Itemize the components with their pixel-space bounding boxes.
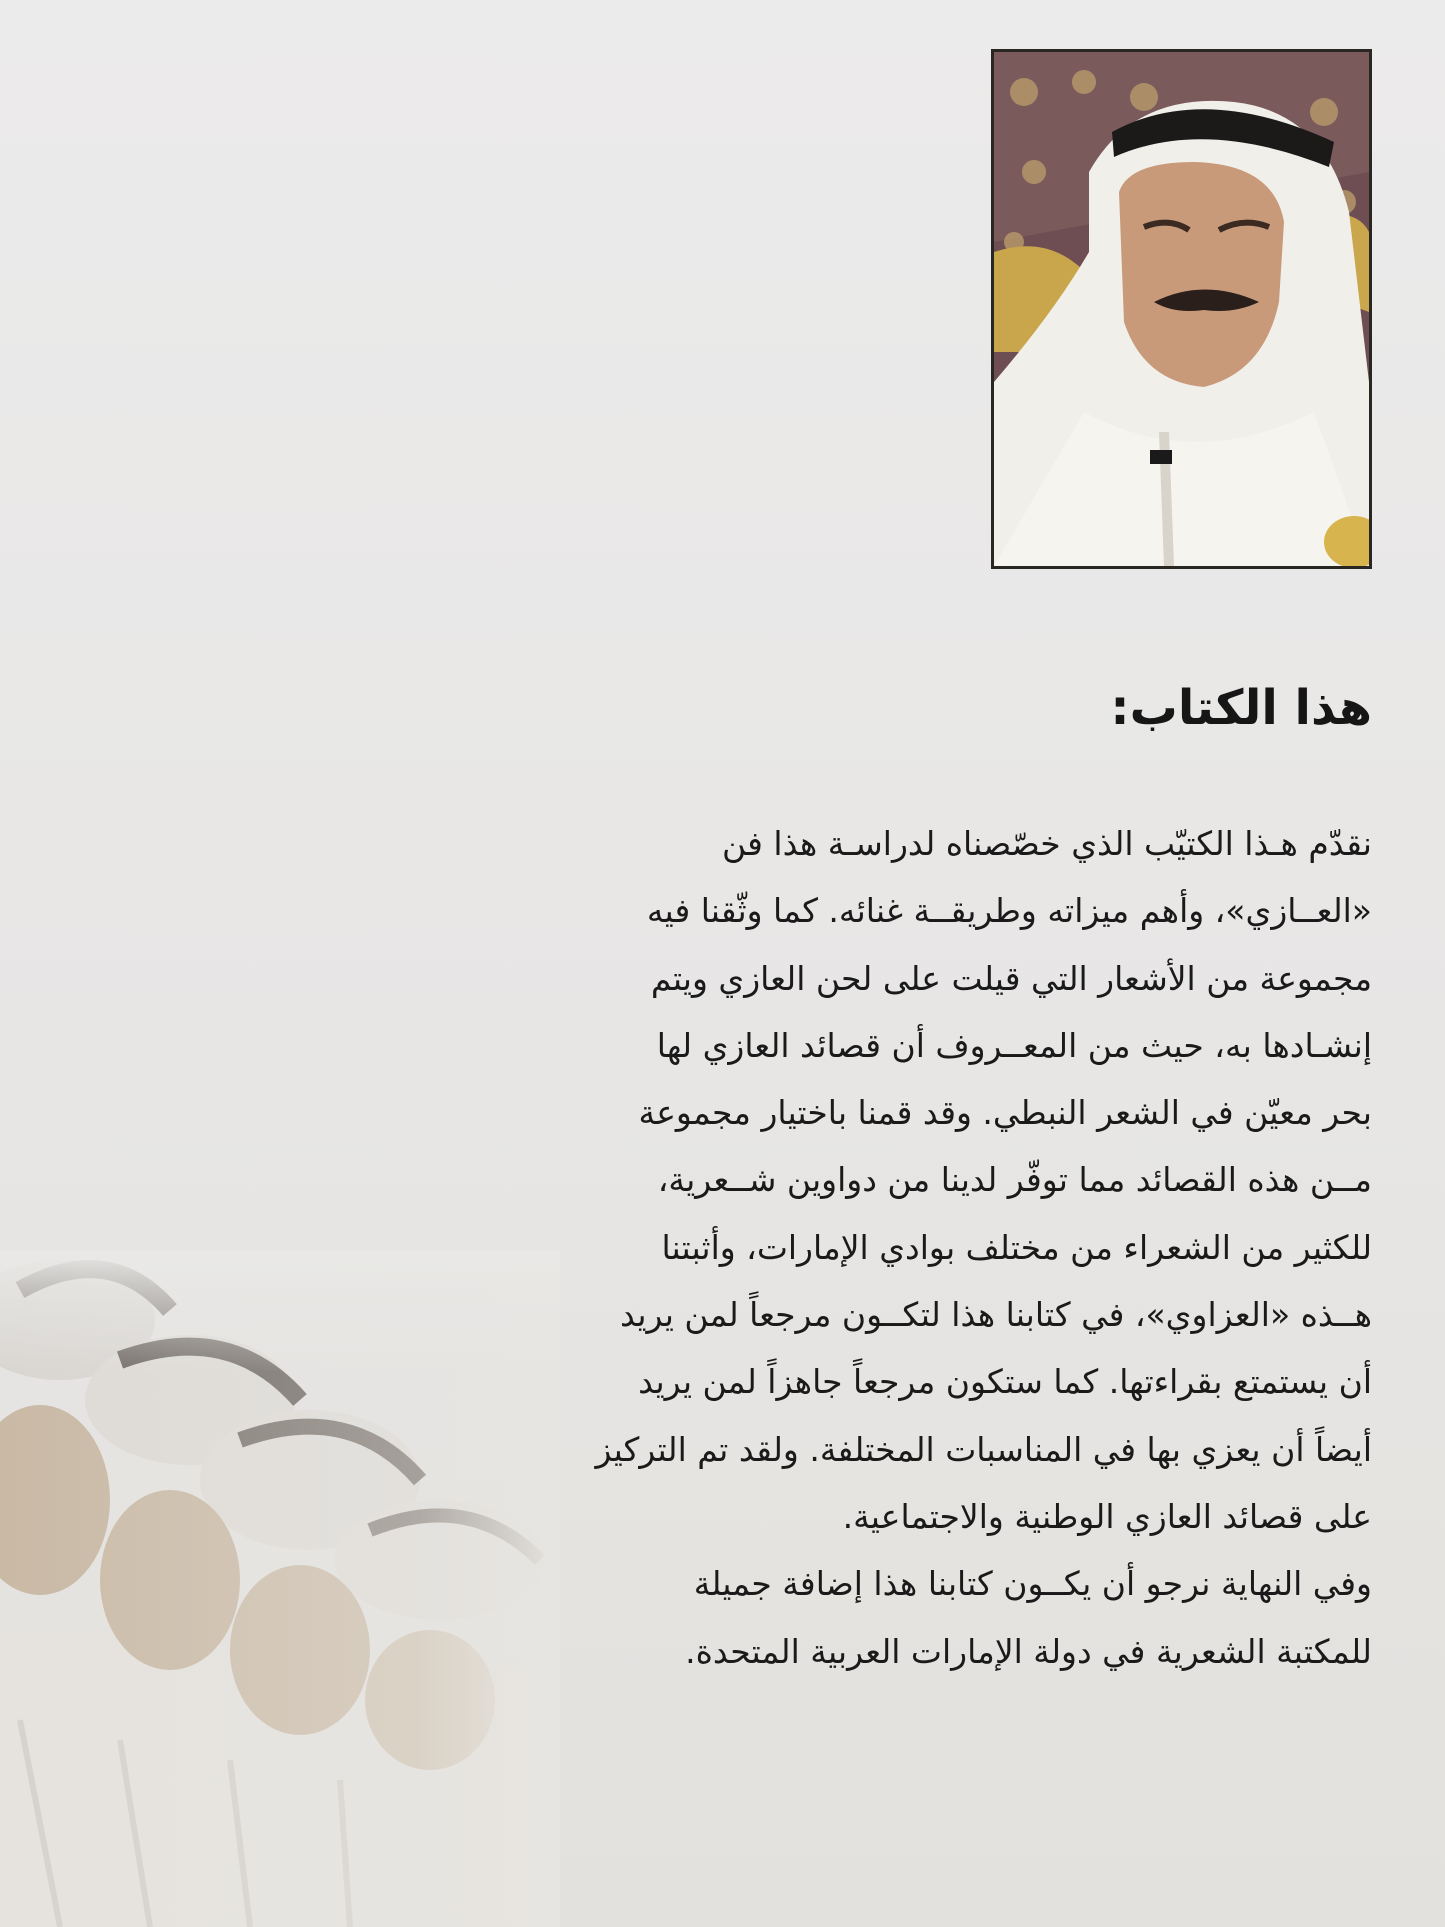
text-line: نقدّم هـذا الكتيّب الذي خصّصناه لدراسـة هذا فن (722, 824, 1372, 863)
text-line: «العــازي»، وأهم ميزاته وطريقــة غنائه. كما وثّقنا فيه (646, 891, 1372, 931)
text-line: للمكتبة الشعرية في دولة الإمارات العربية المتحدة. (685, 1631, 1372, 1671)
paragraph-2 (412, 1550, 1372, 1685)
text-line: للكثير من الشعراء من مختلف بوادي الإمارات، وأثبتنا (661, 1227, 1372, 1267)
text-line: مجموعة من الأشعار التي قيلت على لحن العازي ويتم (650, 958, 1372, 998)
text-line: إنشـادها به، حيث من المعــروف أن قصائد العازي لها (656, 1025, 1372, 1065)
text-line: بحر معيّن في الشعر النبطي. وقد قمنا باختيار مجموعة (638, 1093, 1372, 1133)
author-photo (991, 49, 1372, 569)
text-line: وفي النهاية نرجو أن يكــون كتابنا هذا إضافة جميلة (693, 1564, 1372, 1604)
section-heading: هذا الكتاب: (1110, 680, 1372, 736)
text-line: مــن هذه القصائد مما توفّر لدينا من دواوين شــعرية، (657, 1160, 1372, 1200)
paragraph-1 (412, 810, 1372, 1550)
text-line: أن يستمتع بقراءتها. كما ستكون مرجعاً جاهزاً لمن يريد (638, 1362, 1372, 1402)
body-text (412, 810, 1372, 1685)
text-line: هــذه «العزاوي»، في كتابنا هذا لتكــون مرجعاً لمن يريد (620, 1295, 1372, 1335)
text-line: على قصائد العازي الوطنية والاجتماعية. (842, 1496, 1372, 1536)
text-line: أيضاً أن يعزي بها في المناسبات المختلفة. ولقد تم التركيز (595, 1429, 1372, 1469)
